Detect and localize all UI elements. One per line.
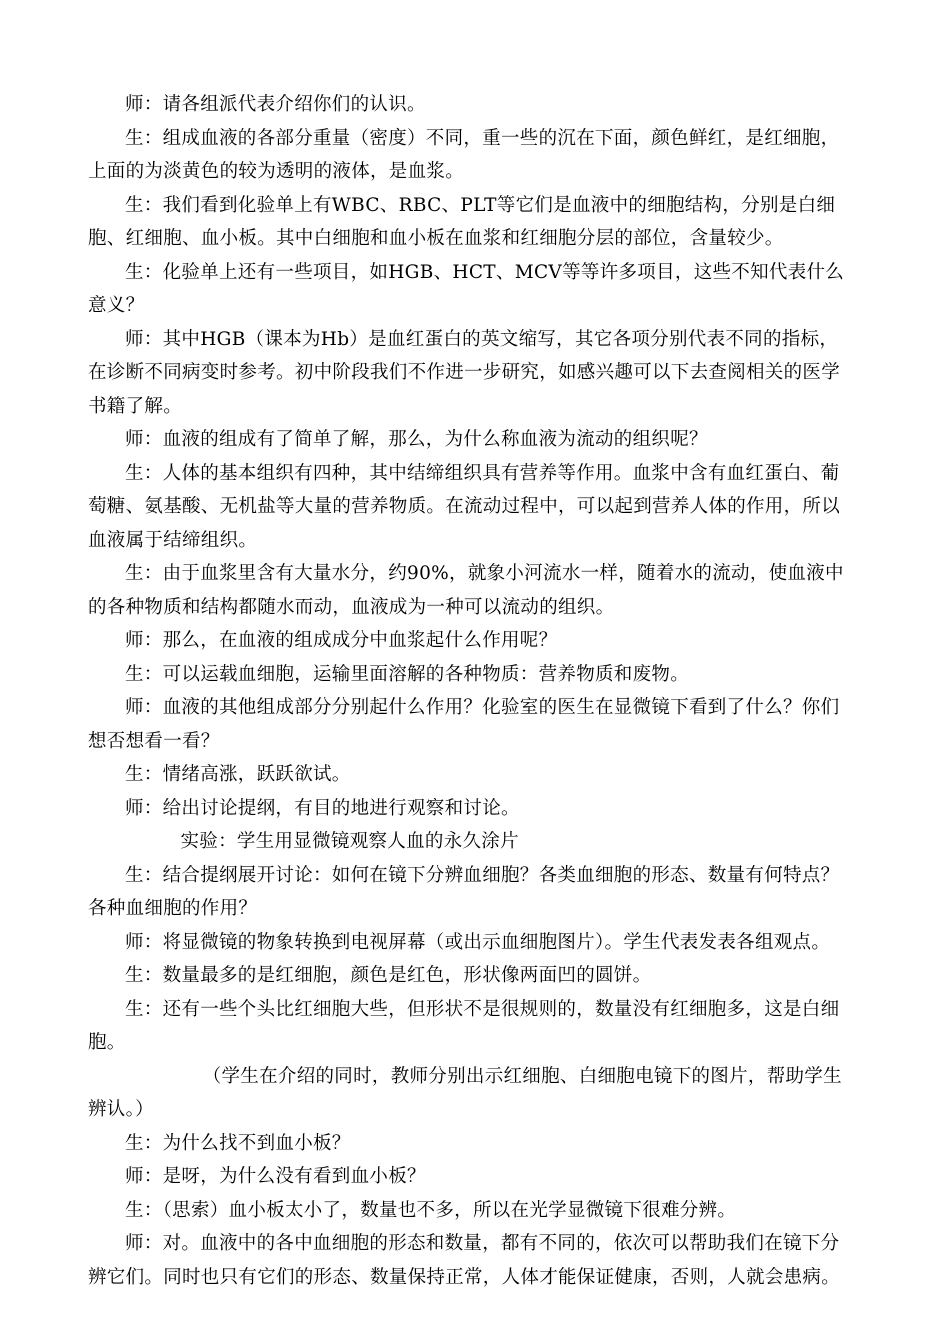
paragraph: 生：为什么找不到血小板？ — [125, 1132, 351, 1154]
paragraph: 师：将显微镜的物象转换到电视屏幕（或出示血细胞图片）。学生代表发表各组观点。 — [125, 931, 831, 953]
paragraph: 生：还有一些个头比红细胞大些，但形状不是很规则的，数量没有红细胞多，这是白细胞。 — [88, 998, 840, 1053]
paragraph: 师：血液的其他组成部分分别起什么作用？化验室的医生在显微镜下看到了什么？你们想否想看一看？ — [88, 697, 840, 752]
paragraph: 师：给出讨论提纲，有目的地进行观察和讨论。 — [125, 797, 520, 819]
paragraph: 生：由于血浆里含有大量水分，约90%，就象小河流水一样，随着水的流动，使血液中的各种物质和结构都随水而动，血液成为一种可以流动的组织。 — [88, 563, 844, 618]
paragraph: 师：其中HGB（课本为Hb）是血红蛋白的英文缩写，其它各项分别代表不同的指标，在诊断不同病变时参考。初中阶段我们不作进一步研究，如感兴趣可以下去查阅相关的医学书籍了解。 — [88, 328, 841, 417]
paragraph: 生：人体的基本组织有四种，其中结缔组织具有营养等作用。血浆中含有血红蛋白、葡萄糖、氨基酸、无机盐等大量的营养物质。在流动过程中，可以起到营养人体的作用，所以血液属于结缔组织。 — [88, 462, 841, 551]
paragraph: 生：化验单上还有一些项目，如HGB、HCT、MCV等等许多项目，这些不知代表什么意义？ — [88, 261, 845, 316]
paragraph: 生：情绪高涨，跃跃欲试。 — [125, 764, 351, 785]
paragraph: 师：请各组派代表介绍你们的认识。 — [125, 94, 426, 115]
paragraph: 师：那么，在血液的组成成分中血浆起什么作用呢？ — [125, 630, 558, 651]
paragraph: 生：（思索）血小板太小了，数量也不多，所以在光学显微镜下很难分辨。 — [125, 1199, 737, 1221]
stage-direction: （学生在介绍的同时，教师分别出示红细胞、白细胞电镜下的图片，帮助学生辨认。） — [88, 1065, 842, 1120]
paragraph: 生：可以运载血细胞，运输里面溶解的各种物质：营养物质和废物。 — [125, 663, 690, 685]
paragraph: 生：我们看到化验单上有WBC、RBC、PLT等它们是血液中的细胞结构，分别是白细胞、红细胞、血小板。其中白细胞和血小板在血浆和红细胞分层的部位，含量较少。 — [88, 194, 836, 249]
paragraph: 生：数量最多的是红细胞，颜色是红色，形状像两面凹的圆饼。 — [125, 965, 652, 986]
experiment-heading: 实验：学生用显微镜观察人血的永久涂片 — [180, 831, 519, 852]
paragraph: 生：结合提纲展开讨论：如何在镜下分辨血细胞？各类血细胞的形态、数量有何特点？各种血细胞的作用？ — [88, 864, 840, 919]
paragraph: 师：对。血液中的各中血细胞的形态和数量，都有不同的，依次可以帮助我们在镜下分辨它们。同时也只有它们的形态、数量保持正常，人体才能保证健康，否则，人就会患病。 — [88, 1233, 841, 1288]
paragraph: 生：组成血液的各部分重量（密度）不同，重一些的沉在下面，颜色鲜红，是红细胞，上面的为淡黄色的较为透明的液体，是血浆。 — [88, 127, 840, 182]
paragraph: 师：血液的组成有了简单了解，那么，为什么称血液为流动的组织呢？ — [125, 429, 708, 450]
paragraph: 师：是呀，为什么没有看到血小板？ — [125, 1166, 426, 1187]
